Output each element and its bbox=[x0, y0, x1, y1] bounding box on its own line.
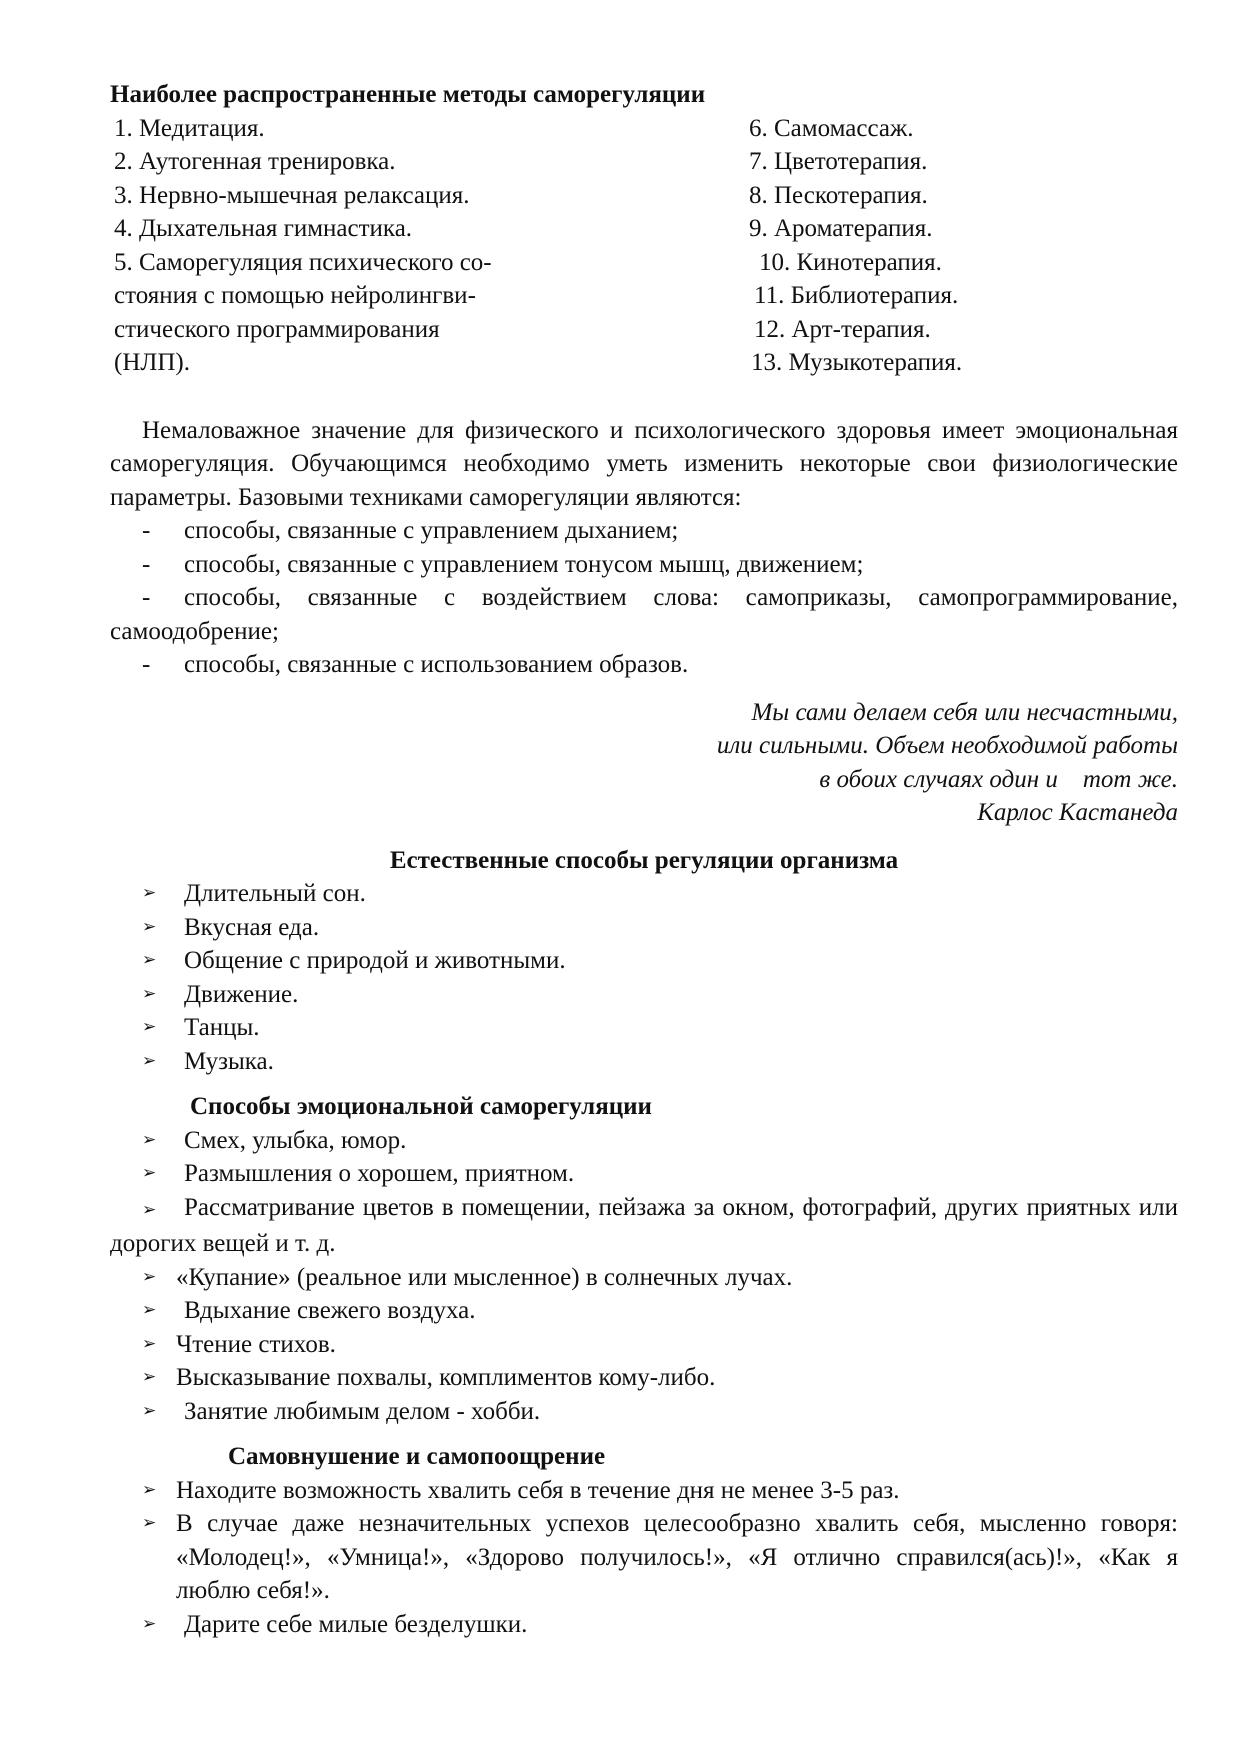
method-item-continuation: стического программирования bbox=[114, 315, 440, 343]
method-item: 3. Нервно-мышечная релаксация. bbox=[114, 181, 470, 209]
list-item-text: способы, связанные с управлением тонусом мышц, движением; bbox=[184, 550, 864, 578]
arrowhead-bullet-icon: ➢ bbox=[142, 950, 157, 970]
list-item-text: способы, связанные с управлением дыханием; bbox=[184, 517, 679, 544]
quote-line: или сильными. Объем необходимой работы bbox=[716, 732, 1178, 759]
arrowhead-bullet-icon: ➢ bbox=[142, 1050, 157, 1071]
list-item-text: «Купание» (реальное или мысленное) в солнечных лучах. bbox=[176, 1263, 793, 1291]
method-item: 10. Кинотерапия. bbox=[759, 248, 942, 276]
list-item-text: Чтение стихов. bbox=[176, 1330, 336, 1358]
list-item bbox=[110, 944, 1178, 978]
method-item: 8. Пескотерапия. bbox=[749, 181, 928, 209]
method-item: 7. Цветотерапия. bbox=[749, 148, 928, 175]
list-item bbox=[110, 1474, 1178, 1508]
arrowhead-bullet-icon: ➢ bbox=[142, 1017, 157, 1037]
arrowhead-bullet-icon: ➢ bbox=[142, 916, 157, 937]
list-item-text: Рассматривание цветов в помещении, пейзажа за окном, фотографий, других приятных или дорогих вещей и т. д. bbox=[110, 1193, 1178, 1257]
list-item bbox=[110, 978, 1178, 1012]
list-item-text: Длительный сон. bbox=[184, 880, 366, 907]
method-item: 12. Арт-терапия. bbox=[754, 315, 931, 343]
list-item bbox=[110, 1157, 1178, 1191]
list-item bbox=[110, 1328, 1178, 1362]
dash-bullet: - bbox=[142, 584, 151, 611]
arrowhead-bullet-icon: ➢ bbox=[142, 883, 157, 903]
list-item-text: Высказывание похвалы, комплиментов кому-либо. bbox=[176, 1364, 716, 1391]
list-item-text: Дарите себе милые безделушки. bbox=[184, 1610, 528, 1638]
arrowhead-bullet-icon: ➢ bbox=[142, 1367, 157, 1387]
methods-column-right bbox=[749, 112, 1169, 380]
techniques-list bbox=[110, 514, 1178, 682]
method-item: 13. Музыкотерапия. bbox=[751, 349, 963, 376]
list-item-text: Смех, улыбка, юмор. bbox=[184, 1126, 407, 1154]
method-item: 11. Библиотерапия. bbox=[754, 282, 959, 309]
list-item bbox=[110, 1507, 1178, 1608]
method-item: 1. Медитация. bbox=[114, 114, 265, 142]
method-item: 2. Аутогенная тренировка. bbox=[114, 148, 396, 175]
arrowhead-bullet-icon: ➢ bbox=[142, 1613, 157, 1634]
list-item bbox=[110, 1608, 1178, 1642]
list-item-text: Музыка. bbox=[184, 1047, 274, 1075]
list-item bbox=[110, 1261, 1178, 1295]
list-item bbox=[110, 514, 1178, 548]
epigraph-quote bbox=[110, 696, 1178, 830]
list-item bbox=[110, 648, 1178, 682]
quote-line: в обоих случаях один и тот же. bbox=[819, 765, 1178, 793]
list-item bbox=[110, 548, 1178, 582]
method-item: 6. Самомассаж. bbox=[749, 114, 914, 142]
emotional-section-title: Способы эмоциональной саморегуляции bbox=[190, 1093, 652, 1120]
emotional-list bbox=[110, 1124, 1178, 1429]
natural-list bbox=[110, 877, 1178, 1078]
list-item bbox=[110, 1124, 1178, 1158]
list-item bbox=[110, 1191, 1178, 1261]
method-item: 5. Саморегуляция психического со- bbox=[114, 248, 492, 276]
arrowhead-bullet-icon: ➢ bbox=[142, 983, 157, 1004]
list-item bbox=[110, 1361, 1178, 1395]
list-item-text: Размышления о хорошем, приятном. bbox=[184, 1160, 575, 1187]
arrowhead-bullet-icon: ➢ bbox=[142, 1129, 157, 1150]
list-item-text: способы, связанные с воздействием слова: самоприказы, самопрограммирование, самоодобрение; bbox=[110, 584, 1178, 645]
dash-bullet: - bbox=[142, 550, 151, 578]
methods-title: Наиболее распространенные методы саморегуляции bbox=[110, 81, 706, 108]
list-item-text: Занятие любимым делом - хобби. bbox=[184, 1397, 541, 1425]
list-item bbox=[110, 1395, 1178, 1429]
self-list bbox=[110, 1474, 1178, 1642]
methods-list bbox=[110, 112, 1178, 414]
methods-column-left bbox=[114, 112, 584, 380]
arrowhead-bullet-icon: ➢ bbox=[142, 1400, 157, 1421]
list-item-text: Движение. bbox=[184, 980, 299, 1008]
dash-bullet: - bbox=[142, 517, 151, 544]
list-item bbox=[110, 877, 1178, 911]
list-item bbox=[110, 1294, 1178, 1328]
arrowhead-bullet-icon: ➢ bbox=[142, 1266, 157, 1287]
list-item bbox=[110, 1045, 1178, 1079]
arrowhead-bullet-icon: ➢ bbox=[142, 1333, 157, 1354]
list-item-text: Находите возможность хвалить себя в течение дня не менее 3-5 раз. bbox=[176, 1476, 900, 1504]
arrowhead-bullet-icon: ➢ bbox=[142, 1479, 157, 1500]
dash-bullet: - bbox=[142, 651, 151, 678]
list-item bbox=[110, 911, 1178, 945]
list-item-text: Общение с природой и животными. bbox=[184, 947, 566, 974]
list-item-text: Танцы. bbox=[184, 1014, 260, 1041]
list-item bbox=[110, 1011, 1178, 1045]
quote-author: Карлос Кастанеда bbox=[977, 799, 1178, 826]
method-item-continuation: (НЛП). bbox=[114, 349, 190, 376]
document-page bbox=[110, 78, 1178, 1641]
quote-line: Мы сами делаем себя или несчастными, bbox=[751, 698, 1178, 726]
arrowhead-bullet-icon: ➢ bbox=[142, 1199, 157, 1220]
natural-section-title: Естественные способы регуляции организма bbox=[389, 846, 899, 874]
list-item-text: способы, связанные с использованием образов. bbox=[184, 651, 689, 678]
intro-paragraph: Немаловажное значение для физического и психологического здоровья имеет эмоциональная саморегуляция. Обучающимся необходимо уметь изменить некоторые свои физиологические параметры. Базовыми техниками саморегуляции являются: bbox=[110, 416, 1178, 511]
self-section-title: Самовнушение и самопоощрение bbox=[228, 1443, 606, 1470]
list-item-text: В случае даже незначительных успехов целесообразно хвалить себя, мысленно говоря: «Молодец!», «Умница!», «Здорово получилось!», «Я отлично справился(ась)!», «Как я люблю себя!». bbox=[176, 1510, 1178, 1604]
arrowhead-bullet-icon: ➢ bbox=[142, 1513, 157, 1533]
list-item bbox=[110, 581, 1178, 648]
arrowhead-bullet-icon: ➢ bbox=[142, 1300, 157, 1320]
arrowhead-bullet-icon: ➢ bbox=[142, 1163, 157, 1183]
method-item-continuation: стояния с помощью нейролингви- bbox=[114, 282, 476, 309]
method-item: 4. Дыхательная гимнастика. bbox=[114, 215, 413, 242]
list-item-text: Вдыхание свежего воздуха. bbox=[184, 1297, 476, 1324]
method-item: 9. Ароматерапия. bbox=[749, 215, 933, 242]
list-item-text: Вкусная еда. bbox=[184, 913, 320, 941]
